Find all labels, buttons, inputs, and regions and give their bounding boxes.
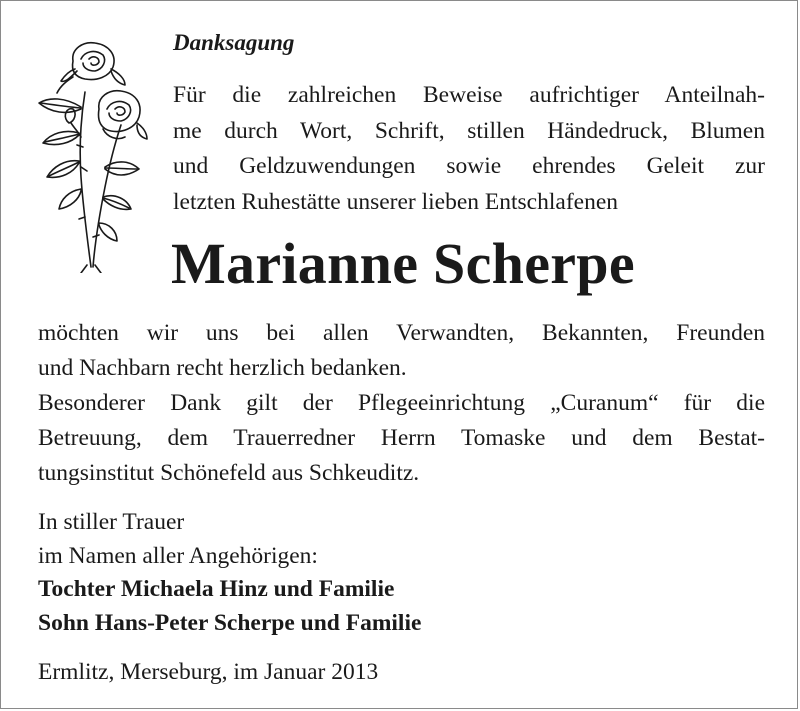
intro-line: Für die zahlreichen Beweise aufrichtiger Anteilnah- xyxy=(173,82,765,108)
family-signature: Tochter Michaela Hinz und Familie xyxy=(38,576,395,602)
rose-icon xyxy=(21,37,151,273)
intro-paragraph xyxy=(173,78,765,220)
intro-line: me durch Wort, Schrift, stillen Händedruck, Blumen xyxy=(173,117,765,144)
thanks-line: Besonderer Dank gilt der Pflegeeinrichtung „Curanum“ für die xyxy=(38,390,765,416)
closing-line: im Namen aller Angehörigen: xyxy=(38,542,318,569)
thanks-line: Betreuung, dem Trauerredner Herrn Tomaske und dem Bestat- xyxy=(38,425,765,451)
thanks-line: und Nachbarn recht herzlich bedanken. xyxy=(38,355,407,381)
closing-block xyxy=(38,506,421,640)
intro-line: und Geldzuwendungen sowie ehrendes Geleit zur xyxy=(173,153,765,179)
place-date: Ermlitz, Merseburg, im Januar 2013 xyxy=(38,659,379,685)
notice-heading: Danksagung xyxy=(173,30,295,55)
thanks-line: tungsinstitut Schönefeld aus Schkeuditz. xyxy=(38,460,420,486)
deceased-name: Marianne Scherpe xyxy=(171,231,635,296)
closing-line: In stiller Trauer xyxy=(38,509,185,535)
thanks-line: möchten wir uns bei allen Verwandten, Bekannten, Freunden xyxy=(38,320,765,346)
intro-line: letzten Ruhestätte unserer lieben Entschlafenen xyxy=(173,188,619,215)
thanks-paragraph xyxy=(38,316,765,491)
family-signature: Sohn Hans-Peter Scherpe und Familie xyxy=(38,609,422,636)
